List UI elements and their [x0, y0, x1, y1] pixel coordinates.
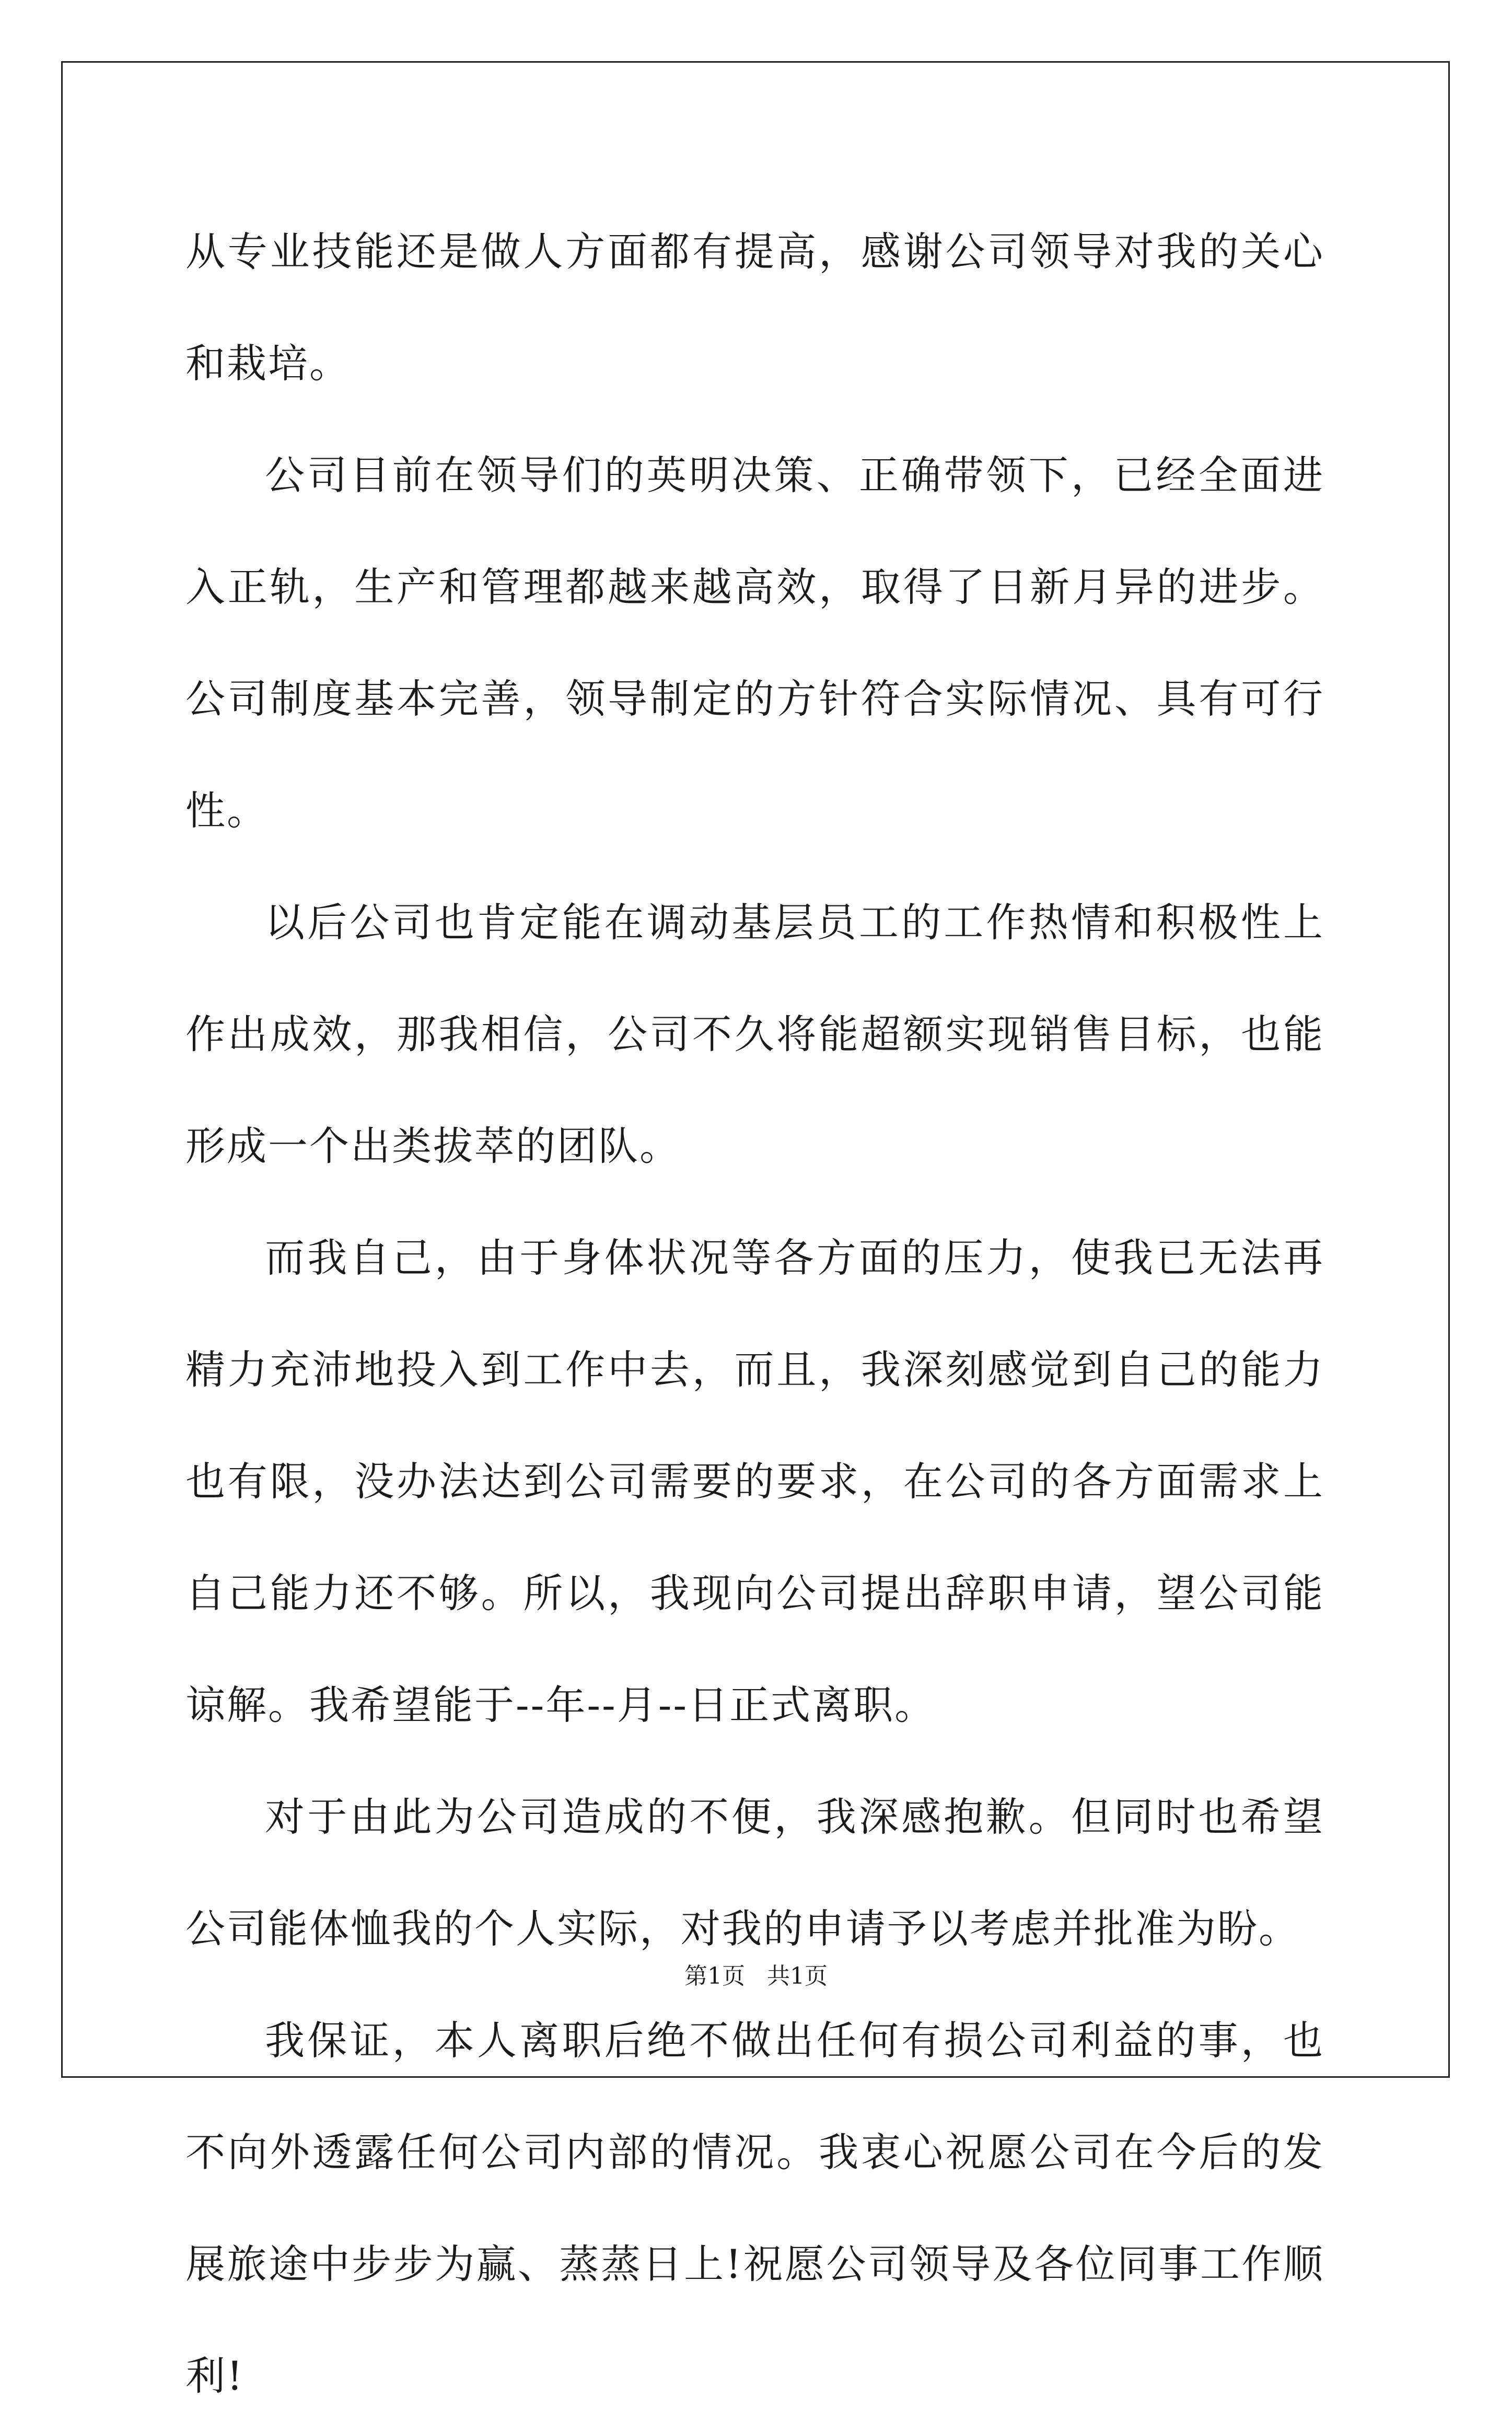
document-body: [185, 196, 1324, 2432]
paragraph-5: 对于由此为公司造成的不便，我深感抱歉。但同时也希望公司能体恤我的个人实际，对我的申请予以考虑并批准为盼。: [185, 1794, 1324, 1952]
paragraph-3: 以后公司也肯定能在调动基层员工的工作热情和积极性上作出成效，那我相信，公司不久将能超额实现销售目标，也能形成一个出类拔萃的团队。: [185, 899, 1324, 1169]
paragraph-2: 公司目前在领导们的英明决策、正确带领下，已经全面进入正轨，生产和管理都越来越高效，取得了日新月异的进步。公司制度基本完善，领导制定的方针符合实际情况、具有可行性。: [185, 452, 1324, 834]
paragraph-6: 我保证，本人离职后绝不做出任何有损公司利益的事，也不向外透露任何公司内部的情况。我衷心祝愿公司在今后的发展旅途中步步为赢、蒸蒸日上!祝愿公司领导及各位同事工作顺利!: [185, 2017, 1324, 2399]
paragraph-4: 而我自己，由于身体状况等各方面的压力，使我已无法再精力充沛地投入到工作中去，而且，我深刻感觉到自己的能力也有限，没办法达到公司需要的要求，在公司的各方面需求上自己能力还不够。所以，我现向公司提出辞职申请，望公司能谅解。我希望能于--年--月--日正式离职。: [185, 1235, 1324, 1728]
paragraph-1: 从专业技能还是做人方面都有提高，感谢公司领导对我的关心和栽培。: [185, 228, 1324, 387]
page-number-footer: 第1页 共1页: [684, 1963, 828, 1989]
